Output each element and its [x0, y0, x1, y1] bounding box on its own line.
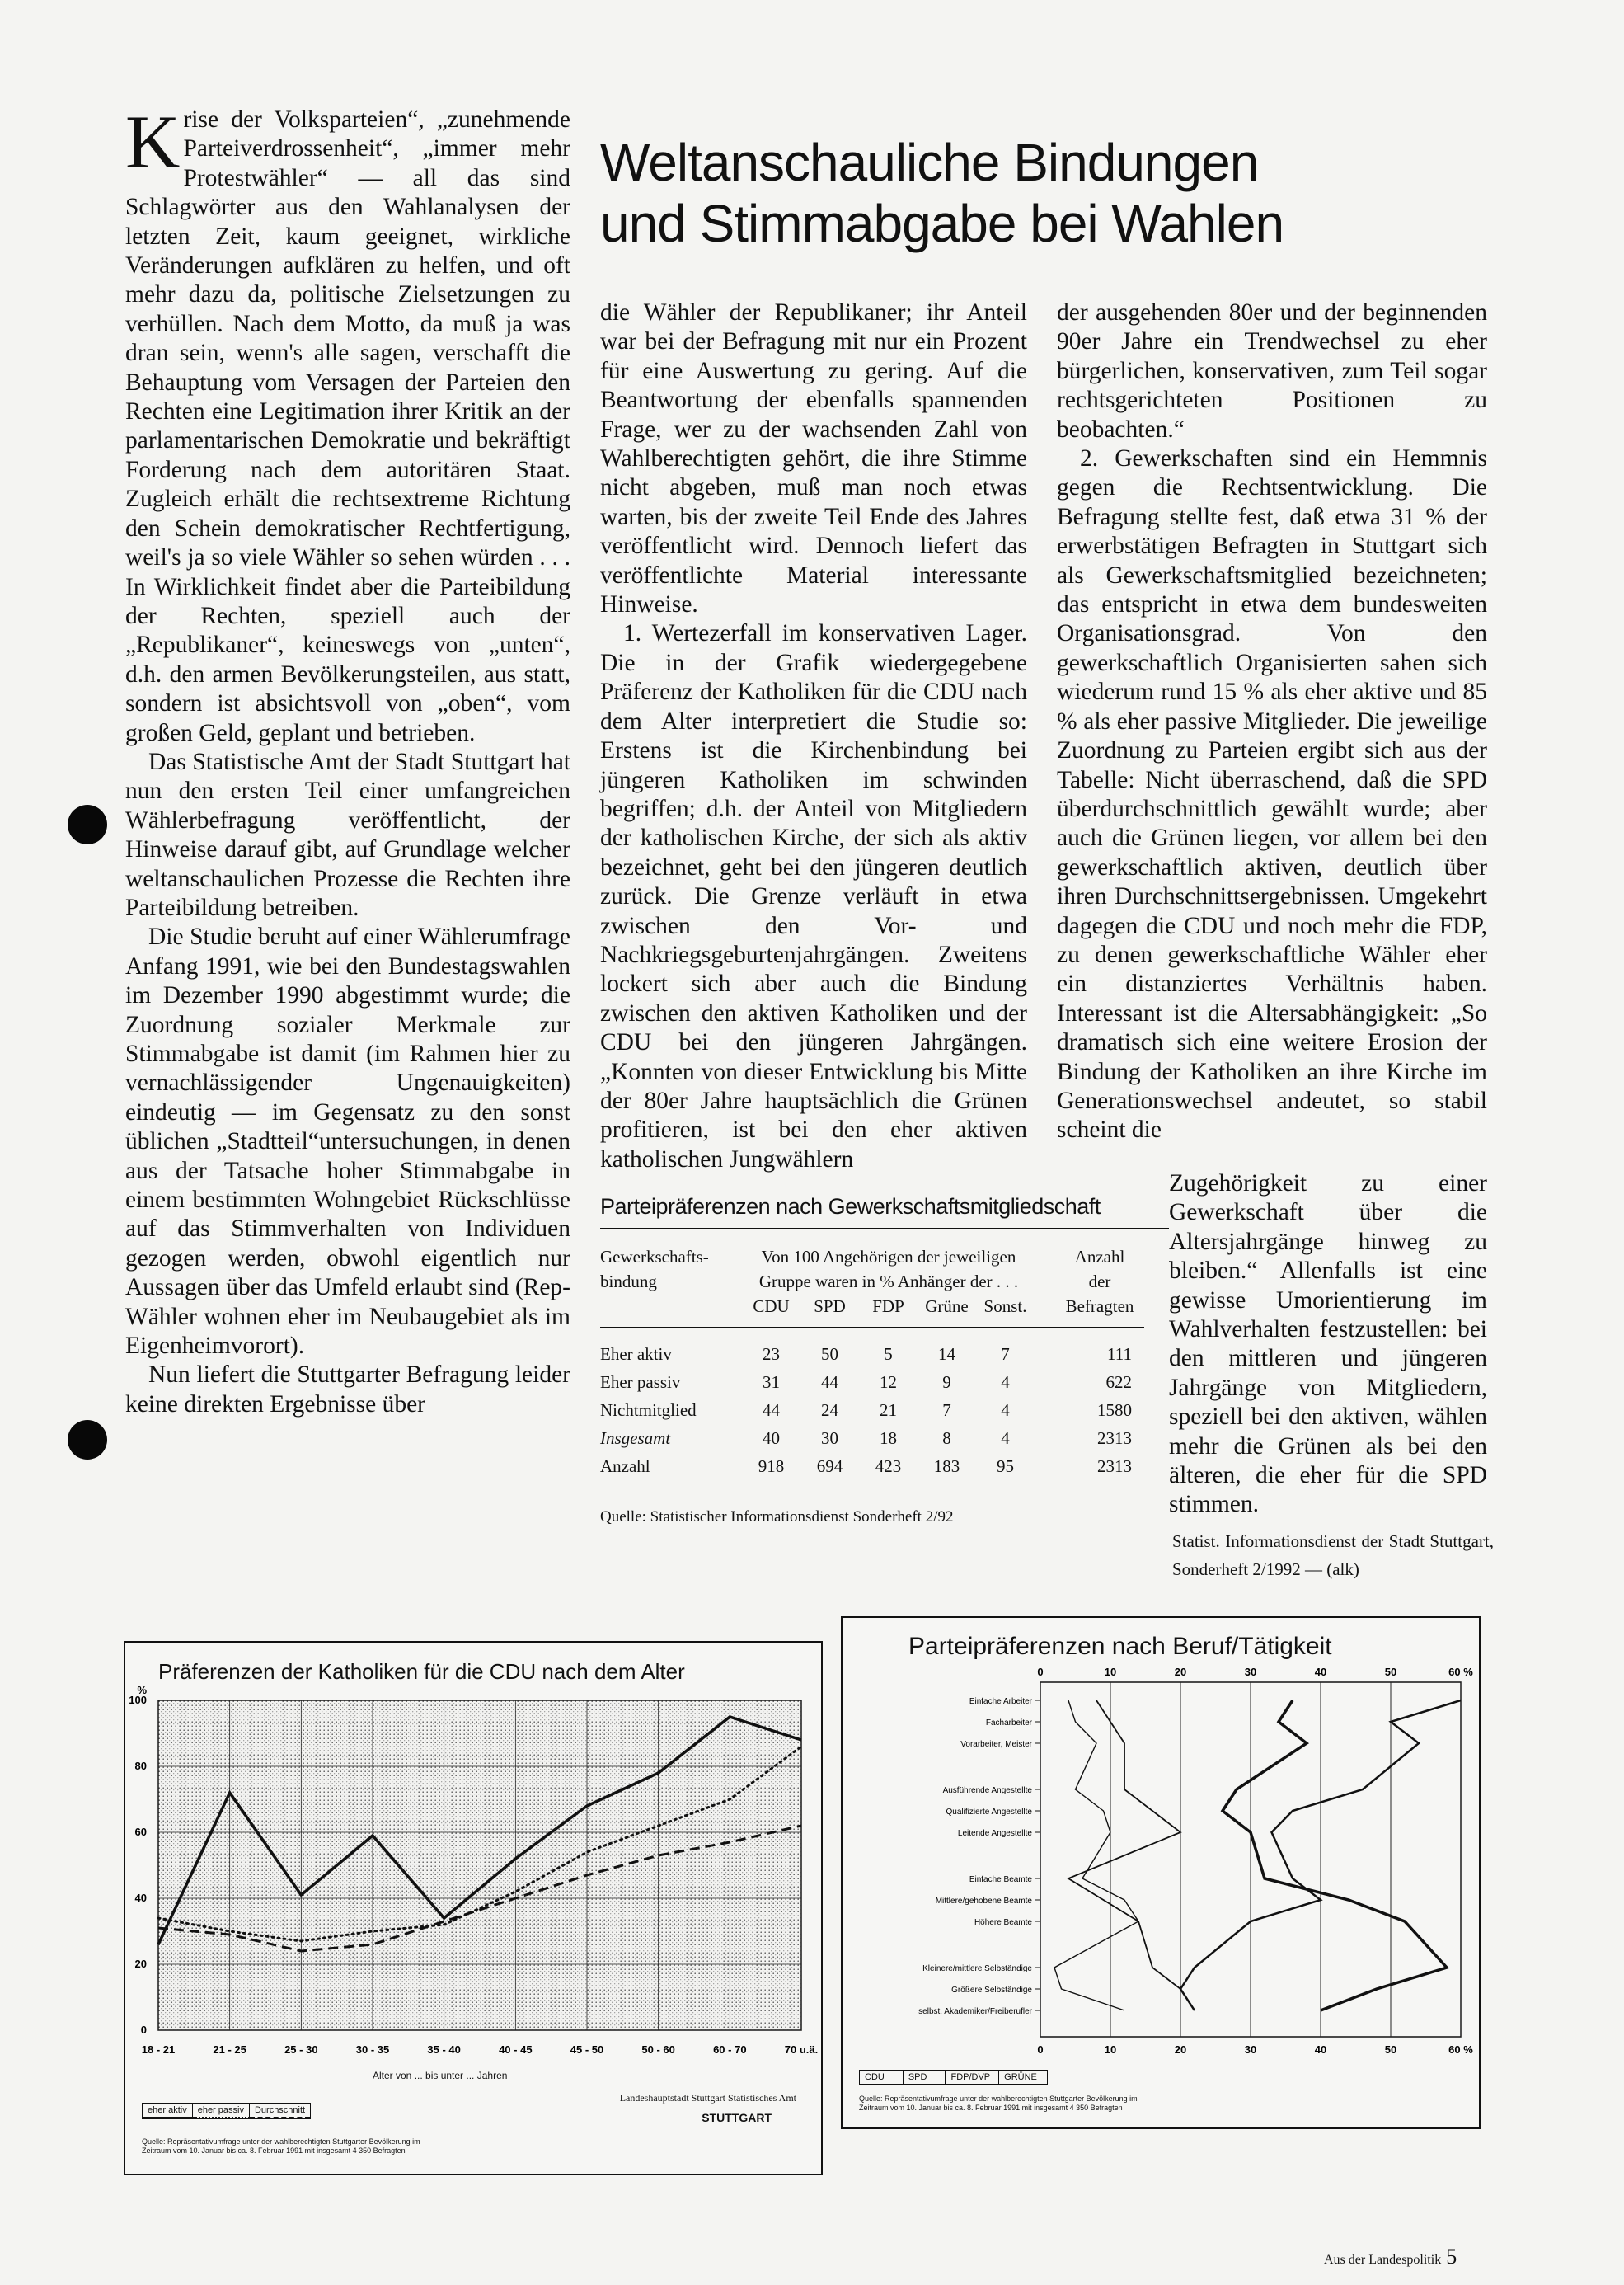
- table-head-right: Anzahl der Befragten: [1065, 1247, 1134, 1316]
- table-cell: 183: [933, 1456, 960, 1476]
- table-body: [600, 1340, 1144, 1480]
- table-source: Quelle: Statistischer Informationsdienst Sonderheft 2/92: [600, 1508, 954, 1526]
- imprint-line: Landeshauptstadt Stuttgart Statistisches Amt: [619, 2092, 796, 2104]
- table-row: [600, 1396, 1144, 1424]
- text-column-3: [1057, 299, 1487, 1145]
- table-cell: 23: [763, 1344, 780, 1364]
- chart-title: Parteipräferenzen nach Beruf/Tätigkeit: [908, 1633, 1332, 1660]
- y-tick-label: 80: [134, 1760, 147, 1772]
- paragraph: die Wähler der Republikaner; ihr Anteil war bei der Befragung mit nur ein Prozent für eine Auswertung zu gering. Auf die Beantwortung der ebenfalls spannenden Frage, wer zu der wachsenden Zahl von Wahlberechtigten gehört, die ihre Stimme nicht abgeben, muß man noch etwas warten, bis der zweite Teil Ende des Jahres veröffentlicht wird. Dennoch liefert das veröffentlichte Material interessante Hinweise.: [600, 299, 1027, 618]
- x-tick-label: 21 - 25: [213, 2043, 246, 2056]
- x-tick-label: 0: [1037, 2043, 1044, 2056]
- col-head: Grüne: [925, 1296, 969, 1316]
- occupation-chart: [841, 1616, 1481, 2129]
- table-cell: 44: [821, 1372, 838, 1392]
- x-tick-label: 50 - 60: [641, 2043, 675, 2056]
- paragraph: [125, 100, 570, 748]
- legend-item: eher passiv: [193, 2104, 250, 2118]
- y-tick-label: 40: [134, 1892, 147, 1904]
- table-cell: 12: [880, 1372, 897, 1392]
- row-label: Insgesamt: [600, 1428, 671, 1448]
- table-cell: 4: [1001, 1400, 1010, 1420]
- legend-item: CDU: [860, 2071, 904, 2084]
- category-label: Qualifizierte Angestellte: [946, 1808, 1032, 1817]
- col-head: FDP: [872, 1296, 904, 1316]
- table-head-left: Gewerkschafts- bindung: [600, 1247, 709, 1291]
- series-line: [1068, 1700, 1195, 2010]
- text-column-1: [125, 100, 570, 1419]
- union-table: [600, 1194, 1144, 1526]
- text-column-2: [600, 299, 1027, 1174]
- legend-item: eher aktiv: [143, 2104, 193, 2118]
- table-cell: 30: [821, 1428, 838, 1448]
- table-cell-total: 2313: [1097, 1456, 1132, 1476]
- row-label: Eher passiv: [600, 1372, 681, 1392]
- punch-hole: [68, 1420, 107, 1460]
- x-tick-label: 40: [1314, 2043, 1327, 2056]
- table-cell: 694: [816, 1456, 843, 1476]
- table-cell: 21: [880, 1400, 897, 1420]
- row-label: Nichtmitglied: [600, 1400, 697, 1420]
- table-cell: 918: [758, 1456, 785, 1476]
- col-head: Sonst.: [983, 1296, 1027, 1316]
- x-tick-label: 70 u.ä.: [784, 2043, 819, 2056]
- y-tick-label: 20: [134, 1958, 147, 1970]
- col-head: SPD: [814, 1296, 846, 1316]
- page-footer: [1324, 2245, 1457, 2269]
- paragraph: Nun liefert die Stuttgarter Befragung leider keine direkten Ergebnisse über: [125, 1361, 570, 1418]
- chart-source: [142, 2137, 420, 2156]
- table-cell-total: 2313: [1097, 1428, 1132, 1448]
- table-cell-total: 1580: [1097, 1400, 1132, 1420]
- table-rule: [600, 1327, 1144, 1328]
- paragraph: Die Studie beruht auf einer Wählerumfrage Anfang 1991, wie bei den Bundestagswahlen im Dezember 1990 abgestimmt wurde; die Zuordnung sozialer Merkmale zur Stimmabgabe ist damit (im Rahmen hier zu vernachlässigender Ungenauigkeiten) eindeutig — im Gegensatz zu den sonst üblichen „Stadtteil“untersuchungen, in denen aus der Tatsache hoher Stimmabgabe in einem bestimmten Wohngebiet Rückschlüsse auf das Stimmverhalten von Individuen gezogen werden, obwohl eigentlich nur Aussagen über das Umfeld erlaubt sind (Rep-Wähler wohnen eher im Neubaugebiet als im Eigenheimvorort).: [125, 924, 570, 1360]
- category-label: Ausführende Angestellte: [942, 1786, 1032, 1795]
- x-axis-title: Alter von ... bis unter ... Jahren: [373, 2070, 508, 2081]
- x-tick-label: 30 - 35: [355, 2043, 390, 2056]
- chart-title: Präferenzen der Katholiken für die CDU nach dem Alter: [158, 1659, 685, 1684]
- x-tick-label: 40 - 45: [499, 2043, 533, 2056]
- table-cell: 7: [1001, 1344, 1010, 1364]
- table-cell: 5: [884, 1344, 893, 1364]
- table-row: [600, 1340, 1144, 1368]
- catholics-cdu-chart: [124, 1641, 823, 2175]
- x-tick-label: 18 - 21: [141, 2043, 176, 2056]
- text-column-3-continued: [1169, 1169, 1487, 1520]
- y-tick-label: 0: [140, 2024, 147, 2036]
- paragraph: Das Statistische Amt der Stadt Stuttgart hat nun den ersten Teil einer umfangreichen Wählerbefragung veröffentlicht, der Hinweise darauf gibt, auf Grundlage welcher weltanschaulichen Prozesse die Rechten ihre Parteibildung betreiben.: [125, 748, 570, 921]
- table-cell: 4: [1001, 1372, 1010, 1392]
- paragraph: Zugehörigkeit zu einer Gewerkschaft über die Altersjahrgänge hinweg zu bleiben.“ Allenfalls ist eine gewisse Umorientierung im Wahlverhalten festzustellen: bei den mittleren und jüngeren Jahrgänge von Mitgliedern, speziell bei den aktiven, wählen mehr die Grünen als bei den älteren, die eher für die SPD stimmen.: [1169, 1170, 1487, 1518]
- category-label: Einfache Beamte: [969, 1875, 1032, 1884]
- table-cell-total: 622: [1105, 1372, 1132, 1392]
- chart-legend: [859, 2070, 1048, 2085]
- paragraph: 1. Wertezerfall im konservativen Lager. Die in der Grafik wiedergegebene Präferenz der Katholiken für die CDU nach dem Alter interpretiert die Studie so: Erstens ist die Kirchenbindung bei jüngeren Katholiken im schwinden begriffen; d.h. der Anteil von Mitgliedern der katholischen Kirche, der sich als aktiv bezeichnet, geht bei den jüngeren deutlich zurück. Die Grenze verläuft in etwa zwischen den Vor- und Nachkriegsgeburtenjahrgängen. Zweitens lockert sich aber auch die Bindung zwischen den aktiven Katholiken und der CDU bei den jüngeren Jahrgängen. „Konnten von dieser Entwicklung bis Mitte der 80er Jahre hauptsächlich die Grünen profitieren, ist bei den eher aktiven katholischen Jungwählern: [600, 620, 1027, 1173]
- x-tick-label: 0: [1037, 1666, 1044, 1678]
- headline-line: und Stimmabgabe bei Wahlen: [600, 194, 1284, 253]
- legend-item: Durchschnitt: [250, 2104, 310, 2118]
- y-tick-label: 100: [129, 1694, 147, 1706]
- table-row: [600, 1424, 1144, 1452]
- paragraph-text: rise der Volksparteien“, „zunehmende Parteiverdrossenheit“, „immer mehr Protestwähler“ — all das sind Schlagwörter aus den Wahlanalysen der letzten Zeit, kaum geeignet, wirkliche Veränderungen aufklären zu helfen, und oft mehr dazu da, politische Zielsetzungen zu verhüllen. Nach dem Motto, da muß ja was dran sein, wenn's alle sagen, verschafft die Behauptung vom Versagen der Parteien den Rechten eine Legitimation ihrer Kritik an der parlamentarischen Demokratie und bekräftigt Forderung nach dem autoritären Staat. Zugleich erhält die rechtsextreme Richtung den Schein demokratischer Rechtfertigung, weil's ja so viele Wähler so sehen würden . . . In Wirklichkeit findet aber die Parteibildung der Rechten, speziell auch der „Republikaner“, keineswegs von „unten“, d.h. den armen Bevölkerungsteilen, aus statt, sondern ist absichtsvoll von „oben“, vom großen Geld, geplant und betrieben.: [125, 106, 570, 746]
- table-row: [600, 1368, 1144, 1396]
- imprint: [620, 2092, 796, 2124]
- paragraph: der ausgehenden 80er und der beginnenden 90er Jahre ein Trendwechsel zu eher bürgerlichen, konservativen, zum Teil sogar rechtsgerichteten Positionen zu beobachten.“: [1057, 299, 1487, 443]
- table-cell: 95: [997, 1456, 1014, 1476]
- x-tick-label: 10: [1104, 1666, 1117, 1678]
- legend-item: SPD: [904, 2071, 946, 2084]
- page-number: 5: [1446, 2245, 1457, 2269]
- row-label: Eher aktiv: [600, 1344, 672, 1364]
- category-label: Kleinere/mittlere Selbständige: [922, 1964, 1032, 1973]
- legend-item: GRÜNE: [1004, 2072, 1037, 2082]
- y-axis-label: %: [137, 1684, 147, 1696]
- category-label: Mittlere/gehobene Beamte: [935, 1897, 1032, 1906]
- table-cell: 423: [875, 1456, 902, 1476]
- chart-legend: [142, 2103, 311, 2119]
- col-head: CDU: [753, 1296, 790, 1316]
- table-cell: 50: [821, 1344, 838, 1364]
- x-tick-label: 60 %: [1448, 1666, 1473, 1678]
- category-label: Höhere Beamte: [974, 1918, 1032, 1927]
- x-tick-label: 40: [1314, 1666, 1327, 1678]
- chart-source: [859, 2095, 1138, 2113]
- footer-label: Aus der Landespolitik: [1324, 2253, 1442, 2267]
- table-cell: 18: [880, 1428, 897, 1448]
- row-label: Anzahl: [600, 1456, 650, 1476]
- table-cell: 40: [763, 1428, 780, 1448]
- chart-source-line: Quelle: Repräsentativumfrage unter der wahlberechtigten Stuttgarter Bevölkerung im: [859, 2095, 1138, 2103]
- table-cell: 44: [763, 1400, 780, 1420]
- x-tick-label: 60 %: [1448, 2043, 1473, 2056]
- category-label: Größere Selbständige: [951, 1986, 1032, 1995]
- table-cell: 31: [763, 1372, 780, 1392]
- category-label: Einfache Arbeiter: [969, 1697, 1032, 1706]
- table-cell: 9: [942, 1372, 951, 1392]
- table-cell: 24: [821, 1400, 838, 1420]
- table-head-mid: Von 100 Angehörigen der jeweiligen Gruppe waren in % Anhänger der . . .: [758, 1247, 1019, 1291]
- punch-hole: [68, 805, 107, 844]
- plot-area: [158, 1700, 801, 2030]
- x-tick-label: 30: [1244, 1666, 1257, 1678]
- x-tick-label: 60 - 70: [713, 2043, 747, 2056]
- paragraph: 2. Gewerkschaften sind ein Hemmnis gegen die Rechtsentwicklung. Die Befragung stellte fest, daß etwa 31 % der erwerbstätigen Befragten in Stuttgart sich als Gewerkschaftsmitglied bezeichneten; das entspricht in etwa dem bundesweiten Organisationsgrad. Von den gewerkschaftlich Organisierten sahen sich wiederum rund 15 % als eher aktive und 85 % als eher passive Mitglieder. Die jeweilige Zuordnung zu Parteien ergibt sich aus der Tabelle: Nicht überraschend, daß die SPD überdurchschnittlich gewählt wurde; aber auch die Grünen liegen, vor allem bei den gewerkschaftlich aktiven, deutlich über ihren Durchschnittsergebnissen. Umgekehrt dagegen die CDU und noch mehr die FDP, zu denen gewerkschaftliche Wähler eher ein distanziertes Verhältnis haben. Interessant ist die Altersabhängigkeit: „So dramatisch sich eine weitere Erosion der Bindung der Katholiken an ihre Kirche im Generationswechsel andeutet, so stabil scheint die: [1057, 445, 1487, 1144]
- table-cell: 4: [1001, 1428, 1010, 1448]
- x-tick-label: 10: [1104, 2043, 1117, 2056]
- category-label: Leitende Angestellte: [957, 1829, 1032, 1838]
- x-tick-label: 20: [1174, 1666, 1187, 1678]
- table-title: Parteipräferenzen nach Gewerkschaftsmitgliedschaft: [600, 1194, 1169, 1229]
- headline-line: Weltanschauliche Bindungen: [600, 133, 1259, 192]
- chart-canvas: [843, 1618, 1479, 2127]
- drop-cap: K: [125, 100, 181, 184]
- article-headline: [600, 132, 1499, 254]
- legend-item: FDP/DVP: [946, 2071, 999, 2084]
- x-tick-label: 50: [1384, 1666, 1397, 1678]
- chart-source-line: Quelle: Repräsentativumfrage unter der wahlberechtigten Stuttgarter Bevölkerung im: [142, 2137, 420, 2146]
- source-credit: Statist. Informationsdienst der Stadt Stuttgart, Sonderheft 2/1992 — (alk): [1172, 1531, 1494, 1579]
- x-tick-label: 30: [1244, 2043, 1257, 2056]
- category-label: selbst. Akademiker/Freiberufler: [918, 2007, 1032, 2016]
- category-label: Vorarbeiter, Meister: [960, 1740, 1032, 1749]
- table-cell: 8: [942, 1428, 951, 1448]
- chart-source-line: Zeitraum vom 10. Januar bis ca. 8. Februar 1991 mit insgesamt 4 350 Befragten: [142, 2146, 406, 2155]
- table-row: [600, 1452, 1144, 1480]
- imprint-logo: STUTTGART: [702, 2111, 772, 2124]
- x-tick-label: 20: [1174, 2043, 1187, 2056]
- table-cell: 7: [942, 1400, 951, 1420]
- x-tick-label: 25 - 30: [284, 2043, 318, 2056]
- table-cell-total: 111: [1107, 1344, 1132, 1364]
- x-tick-label: 50: [1384, 2043, 1397, 2056]
- x-tick-label: 35 - 40: [427, 2043, 461, 2056]
- y-tick-label: 60: [134, 1826, 147, 1838]
- x-tick-label: 45 - 50: [570, 2043, 604, 2056]
- chart-source-line: Zeitraum vom 10. Januar bis ca. 8. Februar 1991 mit insgesamt 4 350 Befragten: [859, 2104, 1123, 2112]
- category-label: Facharbeiter: [985, 1718, 1032, 1728]
- table-cell: 14: [938, 1344, 955, 1364]
